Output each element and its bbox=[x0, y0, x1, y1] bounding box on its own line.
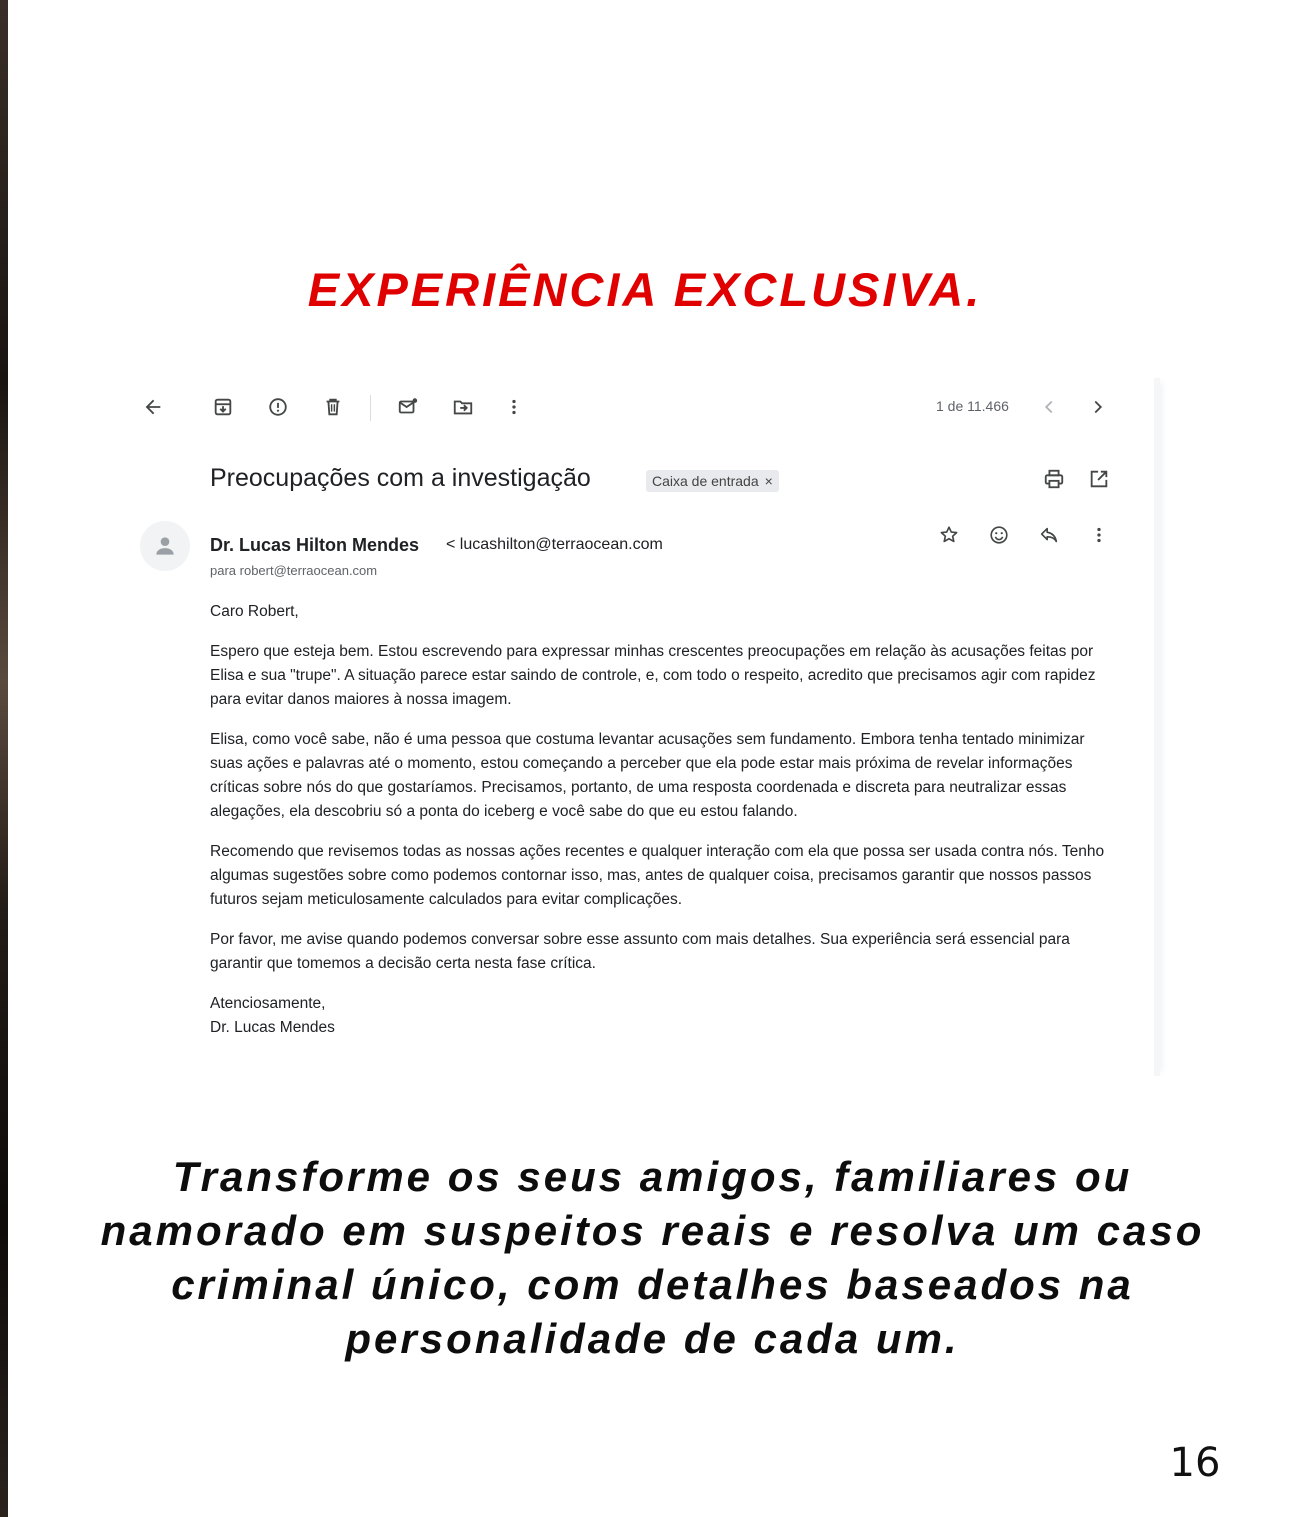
tagline: Transforme os seus amigos, familiares ou namorado em suspeitos reais e resolva um caso criminal único, com detalhes baseados na personalidade de cada um. bbox=[100, 1153, 1205, 1362]
report-spam-icon[interactable] bbox=[265, 394, 291, 420]
avatar bbox=[140, 521, 190, 571]
person-icon bbox=[152, 533, 178, 559]
pager-count: 1 de 11.466 bbox=[936, 398, 1009, 414]
email-signature: Dr. Lucas Mendes bbox=[210, 1019, 335, 1036]
recipient-line: para robert@terraocean.com bbox=[210, 563, 378, 578]
email-paragraph-2: Elisa, como você sabe, não é uma pessoa que costuma levantar acusações sem fundamento. Embora tenha tentado minimizar suas ações e palavras até o momento, estou começando a perceber que ela pode estar mais próxima de revelar informações críticas sobre nós do que gostaríamos. Precisamos, portanto, de uma resposta coordenada e discreta para neutralizar essas alegações, ela descobriu só a ponta do iceberg e você sabe do que eu estou falando. bbox=[210, 731, 1085, 820]
inbox-label-text: Caixa de entrada bbox=[652, 473, 759, 489]
email-edge bbox=[1154, 378, 1160, 1076]
emoji-icon[interactable] bbox=[986, 522, 1012, 548]
mark-unread-icon[interactable] bbox=[395, 394, 421, 420]
email-paragraph-4: Por favor, me avise quando podemos conversar sobre esse assunto com mais detalhes. Sua experiência será essencial para garantir que tomemos a decisão certa nesta fase crítica. bbox=[210, 931, 1070, 972]
inbox-label-chip[interactable] bbox=[646, 470, 779, 492]
sender-email: < lucashilton@terraocean.com bbox=[446, 536, 663, 553]
email-paragraph-3: Recomendo que revisemos todas as nossas ações recentes e qualquer interação com ela que possa ser usada contra nós. Tenho algumas sugestões sobre como podemos contornar isso, mas, antes de qualquer coisa, precisamos garantir que nossos passos futuros sejam meticulosamente calculados para evitar complicações. bbox=[210, 843, 1105, 908]
email-body bbox=[210, 600, 1110, 1040]
toolbar-separator bbox=[370, 395, 371, 421]
archive-icon[interactable] bbox=[210, 394, 236, 420]
left-edge-photo-strip bbox=[0, 0, 8, 1517]
prev-chevron-icon[interactable] bbox=[1036, 394, 1062, 420]
email-screenshot bbox=[128, 378, 1160, 1076]
move-to-icon[interactable] bbox=[450, 394, 476, 420]
next-chevron-icon[interactable] bbox=[1085, 394, 1111, 420]
back-arrow-icon[interactable] bbox=[140, 394, 166, 420]
more-vert-icon[interactable] bbox=[501, 394, 527, 420]
label-close-icon[interactable]: × bbox=[764, 473, 773, 489]
star-icon[interactable] bbox=[936, 522, 962, 548]
email-paragraph-1: Espero que esteja bem. Estou escrevendo para expressar minhas crescentes preocupações em relação às acusações feitas por Elisa e sua "trupe". A situação parece estar saindo de controle, e, com todo o respeito, acredito que precisamos agir com rapidez para evitar danos maiores à nossa imagem. bbox=[210, 643, 1096, 708]
email-subject: Preocupações com a investigação bbox=[210, 464, 591, 492]
message-more-icon[interactable] bbox=[1086, 522, 1112, 548]
email-closing: Atenciosamente, bbox=[210, 995, 326, 1012]
open-new-window-icon[interactable] bbox=[1086, 466, 1112, 492]
print-icon[interactable] bbox=[1041, 466, 1067, 492]
sender-name: Dr. Lucas Hilton Mendes bbox=[210, 535, 420, 555]
headline: EXPERIÊNCIA EXCLUSIVA. bbox=[307, 263, 983, 316]
page-number: 16 bbox=[1169, 1440, 1221, 1486]
delete-icon[interactable] bbox=[320, 394, 346, 420]
reply-icon[interactable] bbox=[1036, 522, 1062, 548]
email-greeting: Caro Robert, bbox=[210, 603, 299, 620]
